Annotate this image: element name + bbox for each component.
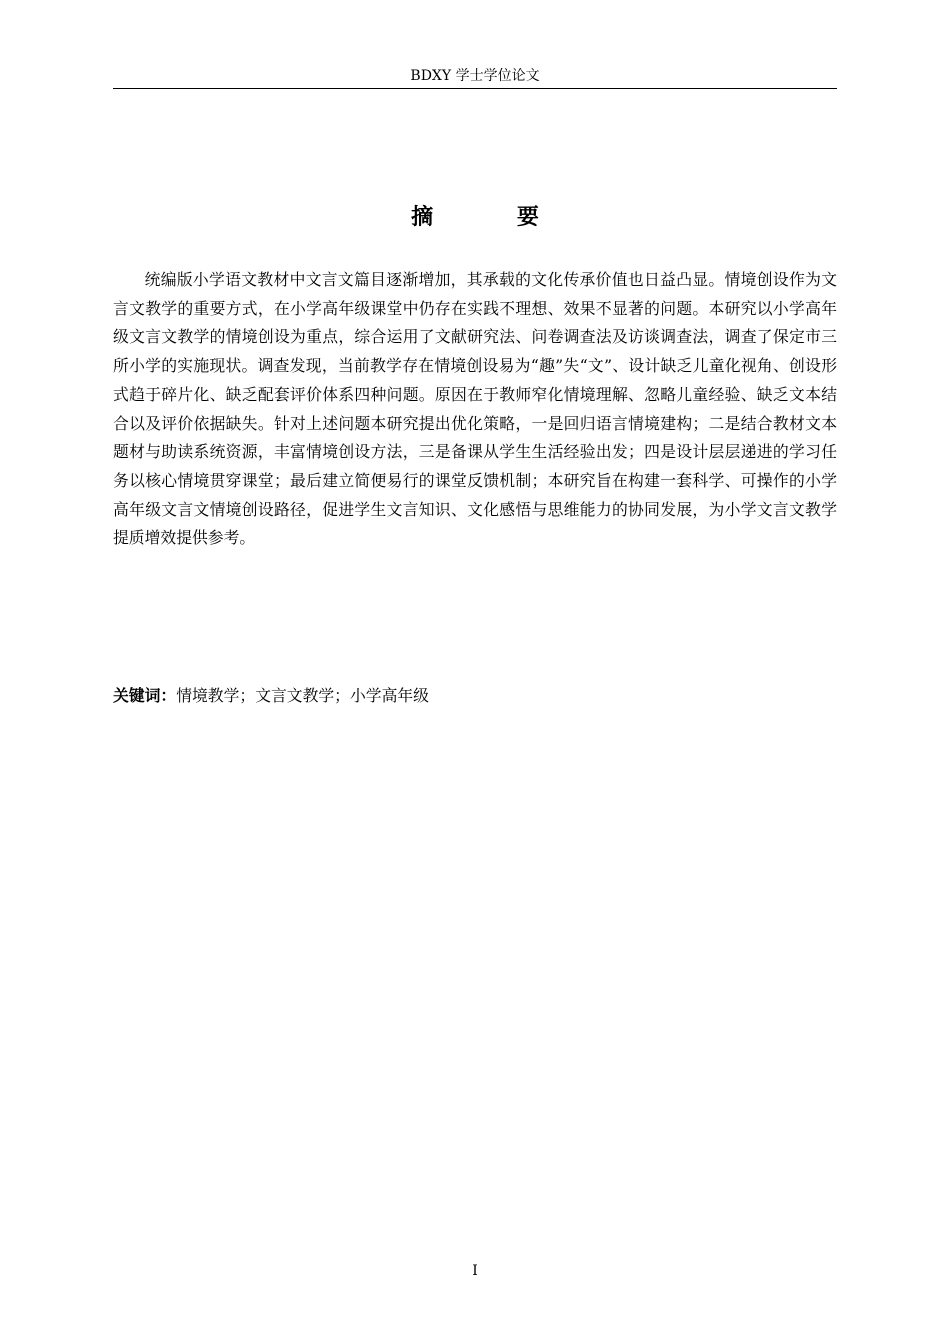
header-rule [113, 88, 837, 89]
abstract-body: 统编版小学语文教材中文言文篇目逐渐增加，其承载的文化传承价值也日益凸显。情境创设作为文言文教学的重要方式，在小学高年级课堂中仍存在实践不理想、效果不显著的问题。本研究以小学高年级文言文教学的情境创设为重点，综合运用了文献研究法、问卷调查法及访谈调查法，调查了保定市三所小学的实施现状。调查发现，当前教学存在情境创设易为“趣”失“文”、设计缺乏儿童化视角、创设形式趋于碎片化、缺乏配套评价体系四种问题。原因在于教师窄化情境理解、忽略儿童经验、缺乏文本结合以及评价依据缺失。针对上述问题本研究提出优化策略，一是回归语言情境建构；二是结合教材文本题材与助读系统资源，丰富情境创设方法，三是备课从学生生活经验出发；四是设计层层递进的学习任务以核心情境贯穿课堂；最后建立简便易行的课堂反馈机制；本研究旨在构建一套科学、可操作的小学高年级文言文情境创设路径，促进学生文言知识、文化感悟与思维能力的协同发展，为小学文言文教学提质增效提供参考。 [113, 270, 837, 548]
keywords-label: 关键词： [113, 686, 177, 705]
abstract-title: 摘 要 [411, 205, 577, 230]
keywords-value: 情境教学；文言文教学；小学高年级 [176, 686, 429, 705]
running-header: BDXY 学士学位论文 [410, 68, 540, 84]
page-number: I [472, 1263, 478, 1279]
keywords-line [113, 682, 837, 710]
